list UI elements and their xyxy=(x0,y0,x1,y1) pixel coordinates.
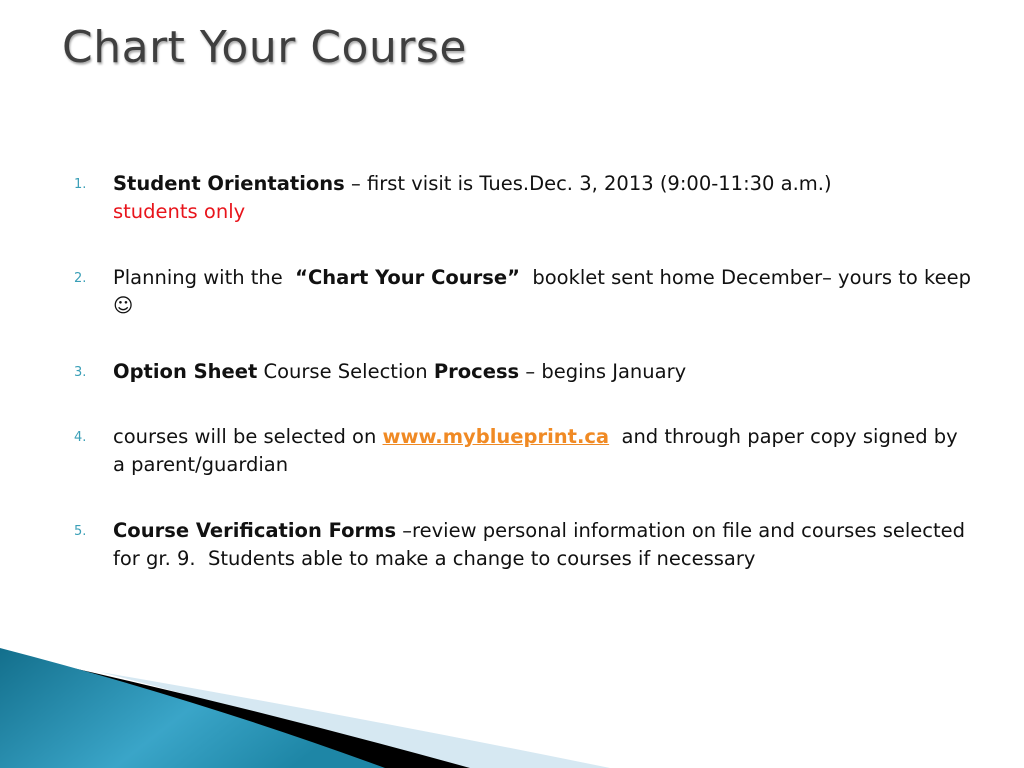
decorative-swoosh xyxy=(0,638,1024,768)
item-red-note: students only xyxy=(113,200,246,223)
item-number: 3. xyxy=(74,365,87,380)
item-bold-lead: Course Verification Forms xyxy=(113,519,397,542)
smiley-icon: ☺ xyxy=(113,294,134,317)
bullet-list xyxy=(72,170,972,573)
item-number: 5. xyxy=(74,524,87,539)
item-text: – first visit is Tues.Dec. 3, 2013 (9:00-11:30 a.m.) xyxy=(344,172,832,195)
list-item xyxy=(72,423,972,479)
item-text: – begins January xyxy=(519,360,687,383)
list-item xyxy=(72,264,972,320)
item-text: Course Selection xyxy=(257,360,434,383)
item-text: and through paper copy signed by a parent/guardian xyxy=(113,425,964,476)
item-text: courses will be selected on xyxy=(113,425,383,448)
list-item xyxy=(72,170,972,226)
swoosh-teal-band xyxy=(0,648,385,768)
item-text: Planning with the xyxy=(113,266,296,289)
item-number: 2. xyxy=(74,271,87,286)
list-item xyxy=(72,517,972,573)
myblueprint-link[interactable]: www.myblueprint.ca xyxy=(382,425,610,448)
item-number: 1. xyxy=(74,177,87,192)
item-bold: Option Sheet xyxy=(113,360,258,383)
item-bold: “Chart Your Course” xyxy=(295,266,520,289)
list-item xyxy=(72,358,972,386)
item-bold: Process xyxy=(433,360,520,383)
item-bold-lead: Student Orientations xyxy=(113,172,345,195)
item-number: 4. xyxy=(74,430,87,445)
slide-title: Chart Your Course xyxy=(62,22,467,73)
item-text: booklet sent home December– yours to keep xyxy=(519,266,971,289)
item-text: –review personal information on file and courses selected for gr. 9. Students able to make a change to courses if necessary xyxy=(113,519,972,570)
